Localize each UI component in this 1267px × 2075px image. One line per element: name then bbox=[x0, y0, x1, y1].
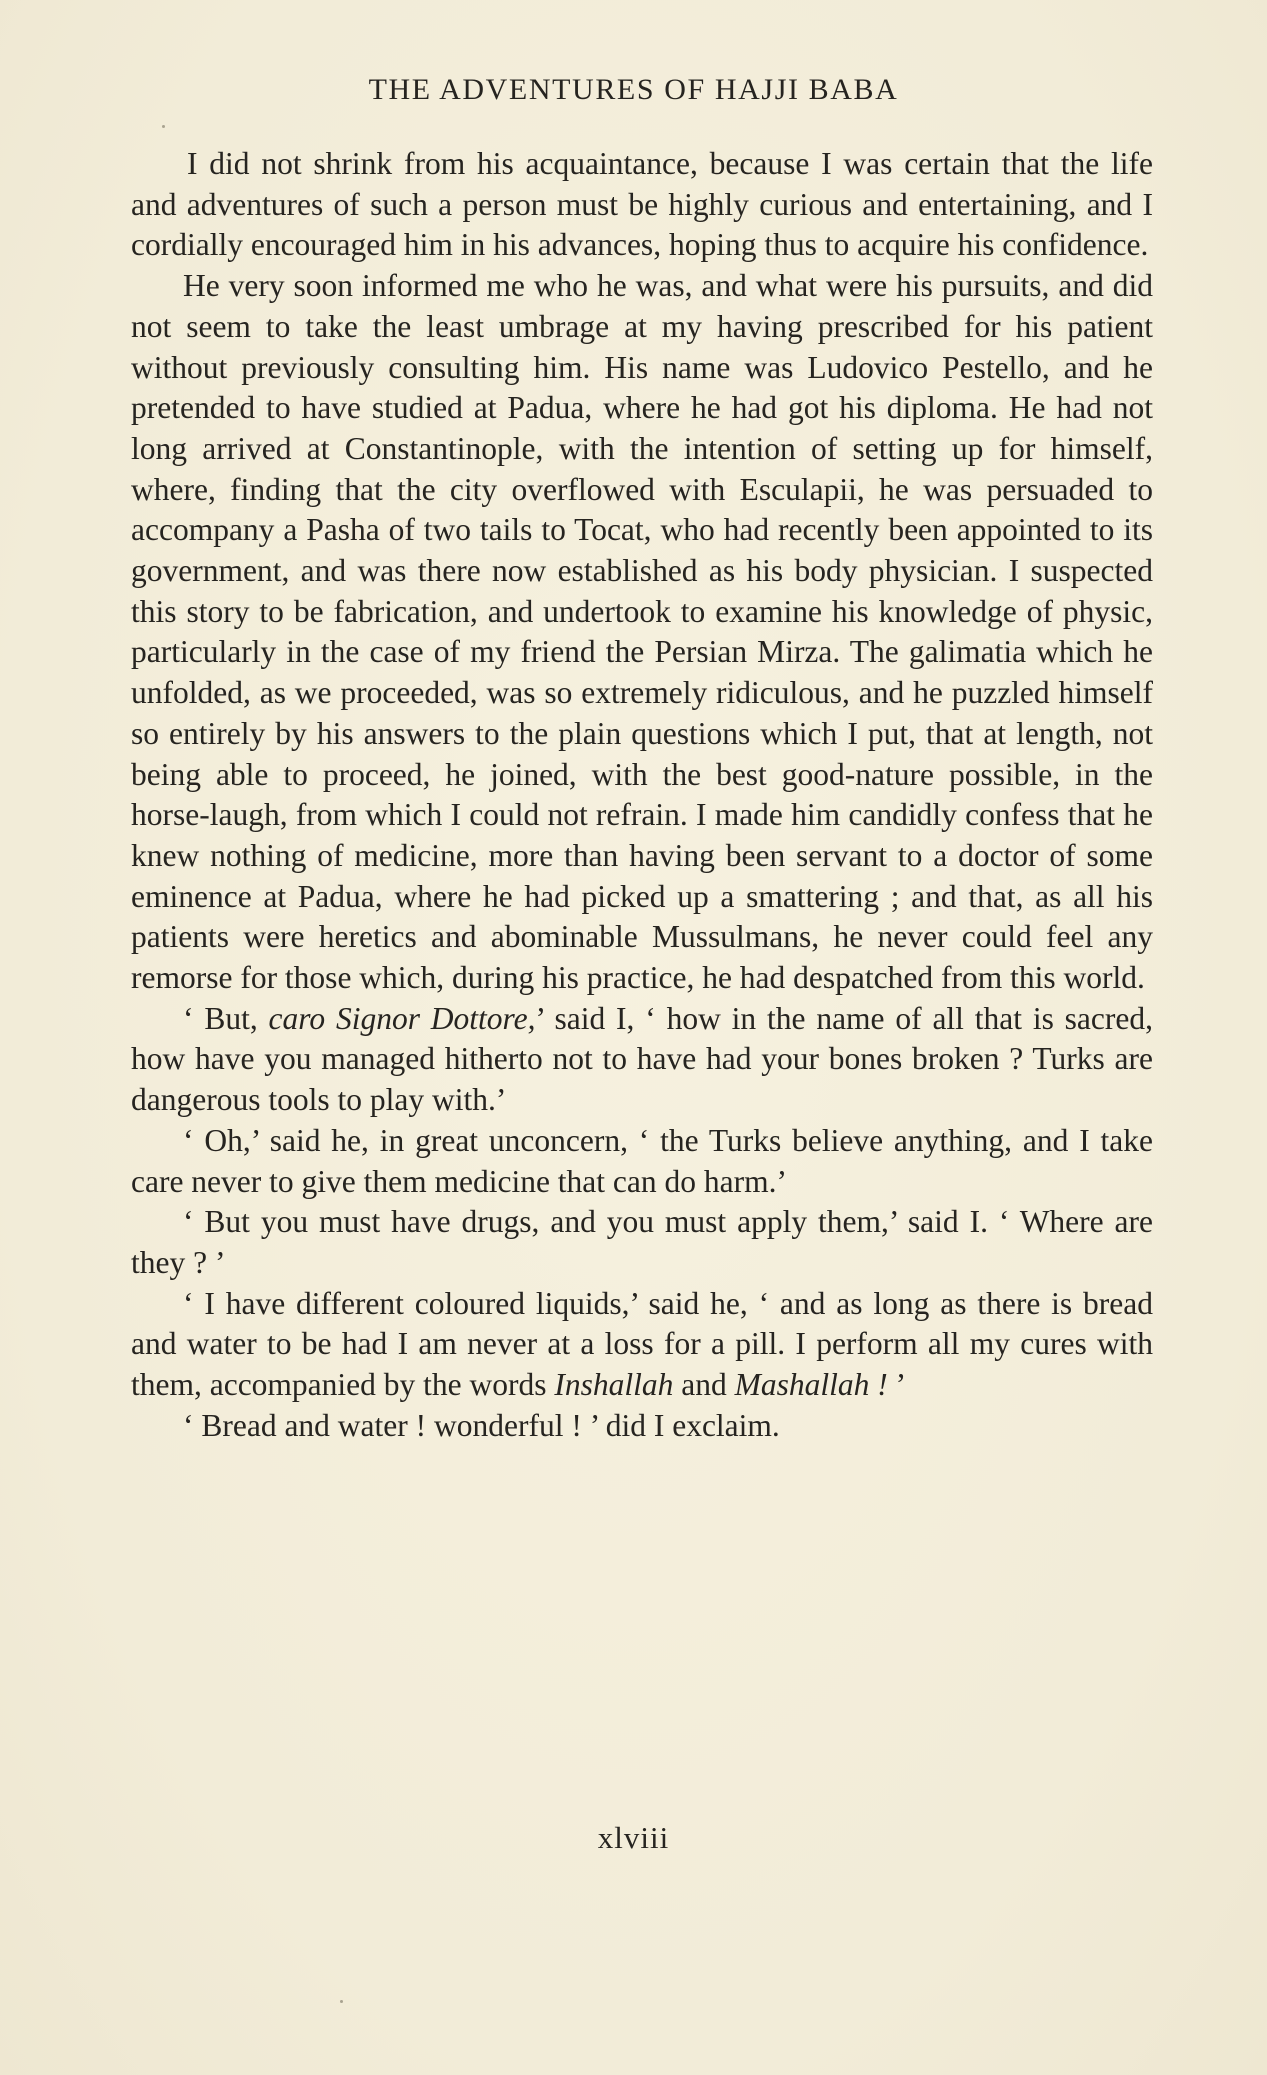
paper-speck bbox=[162, 125, 165, 128]
paragraph-6 bbox=[131, 1284, 1153, 1406]
paragraph-3 bbox=[131, 999, 1153, 1121]
paper-speck bbox=[340, 2000, 343, 2003]
quote-close: ’ bbox=[887, 1367, 907, 1403]
running-head: THE ADVENTURES OF HAJJI BABA bbox=[368, 73, 899, 106]
page-number: xlviii bbox=[597, 1820, 670, 1855]
quote-open: ‘ But, bbox=[183, 1000, 269, 1036]
body-text bbox=[131, 144, 1153, 1447]
paragraph-4: ‘ Oh,’ said he, in great unconcern, ‘ the Turks believe anything, and I take care never to give them medicine that can do harm.’ bbox=[131, 1122, 1153, 1199]
paragraph-7: ‘ Bread and water ! wonderful ! ’ did I exclaim. bbox=[183, 1407, 780, 1443]
paragraph-1: I did not shrink from his acquaintance, because I was certain that the life and adventures of such a person must be highly curious and entertaining, and I cordially encouraged him in his advances, hoping thus to acquire his confidence. bbox=[131, 146, 1153, 263]
paragraph-6-text: ‘ I have different coloured liquids,’ said he, ‘ and as long as there is bread and water to be had I am never at a loss for a pill. I perform all my cures with them, accompanied by the words bbox=[131, 1285, 1153, 1403]
conjunction: and bbox=[673, 1367, 735, 1403]
italic-word-inshallah: Inshallah bbox=[554, 1367, 674, 1403]
italic-word-mashallah: Mashallah ! bbox=[734, 1367, 888, 1403]
paragraph-3-text: ’ said I, ‘ how in the name of all that is sacred, how have you managed hitherto not to have had your bones broken ? Turks are dangerous tools to play with.’ bbox=[131, 1000, 1153, 1118]
paragraph-5: ‘ But you must have drugs, and you must apply them,’ said I. ‘ Where are they ? ’ bbox=[131, 1204, 1153, 1280]
paragraph-2: He very soon informed me who he was, and what were his pursuits, and did not seem to take the least umbrage at my having prescribed for his patient without previously consulting him. His name was Ludovico Pestello, and he pretended to have studied at Padua, where he had got his diploma. He had not long arrived at Constantinople, with the intention of setting up for himself, where, finding that the city overflowed with Esculapii, he was persuaded to accompany a Pasha of two tails to Tocat, who had recently been appointed to its government, and was there now established as his body physician. I suspected this story to be fabrication, and undertook to examine his knowledge of physic, particularly in the case of my friend the Persian Mirza. The galimatia which he unfolded, as we proceeded, was so extremely ridiculous, and he puzzled himself so entirely by his answers to the plain questions which I put, that at length, not being able to proceed, he joined, with the best good-nature possible, in the horse-laugh, from which I could not refrain. I made him candidly confess that he knew nothing of medicine, more than having been servant to a doctor of some eminence at Padua, where he had picked up a smattering ; and that, as all his patients were heretics and abominable Mussulmans, he never could feel any remorse for those which, during his practice, he had despatched from this world. bbox=[131, 268, 1153, 996]
italic-phrase: caro Signor Dottore, bbox=[268, 1000, 536, 1036]
